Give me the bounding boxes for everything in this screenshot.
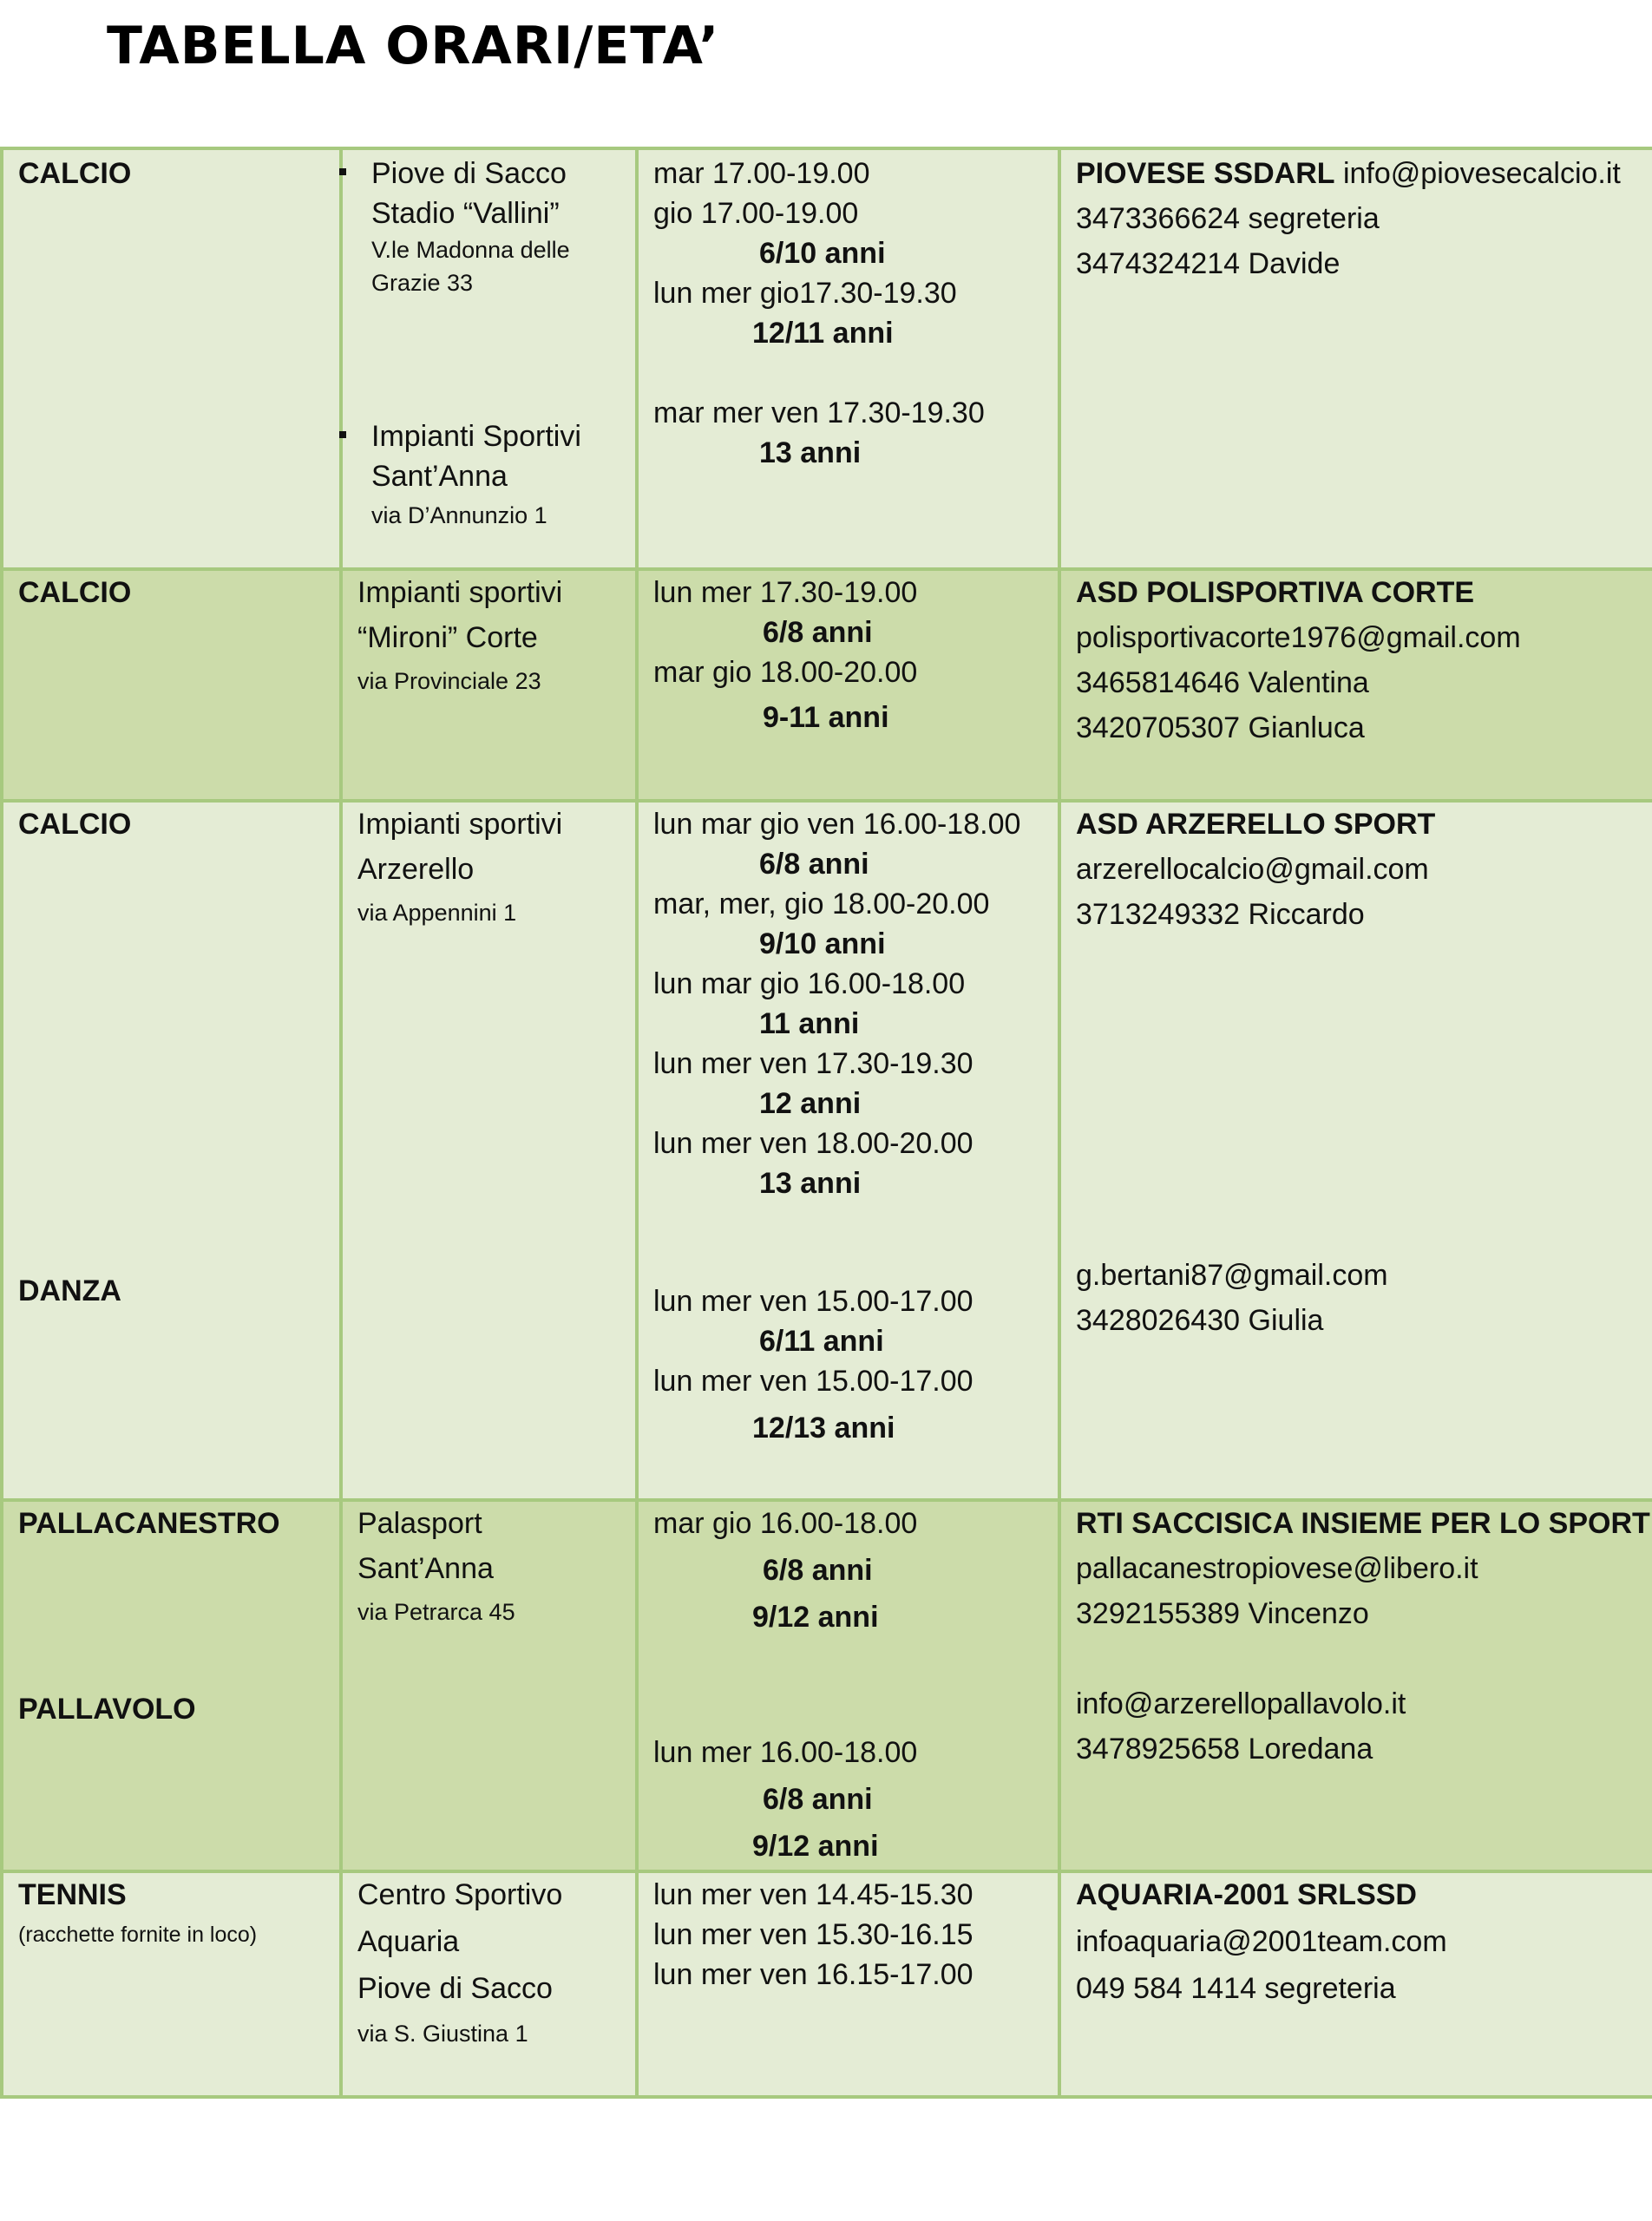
contact-line: 3478925658 Loredana <box>1076 1733 1373 1766</box>
schedule-line: lun mer 16.00-18.00 <box>653 1736 918 1769</box>
schedule-line: lun mer gio17.30-19.30 <box>653 277 957 310</box>
location-name: Impianti Sportivi <box>371 420 581 453</box>
sport-name: PALLAVOLO <box>18 1693 196 1726</box>
location-name: Stadio “Vallini” <box>371 197 560 230</box>
location-address: via S. Giustina 1 <box>357 2021 528 2047</box>
age-range: 13 anni <box>759 436 862 469</box>
age-range: 11 anni <box>759 1007 860 1040</box>
age-range: 12 anni <box>759 1087 862 1120</box>
sport-name: CALCIO <box>18 808 132 841</box>
sport-name: TENNIS <box>18 1878 127 1911</box>
schedule-line: mar mer ven 17.30-19.30 <box>653 396 985 429</box>
location-name: Aquaria <box>357 1925 460 1958</box>
schedule-line: mar 17.00-19.00 <box>653 157 870 190</box>
contact-email: info@piovesecalcio.it <box>1342 157 1621 190</box>
age-range: 9/12 anni <box>752 1830 879 1863</box>
org-name: ASD ARZERELLO SPORT <box>1076 808 1436 841</box>
sport-name: DANZA <box>18 1274 121 1307</box>
location-name: Centro Sportivo <box>357 1878 563 1911</box>
table-row <box>2 1871 1652 2097</box>
age-range: 9/12 anni <box>752 1601 879 1634</box>
table-row <box>2 148 1652 569</box>
org-name: PIOVESE SSDARL <box>1076 157 1335 190</box>
contact-line: 3473366624 segreteria <box>1076 202 1380 235</box>
schedule-line: lun mer ven 15.00-17.00 <box>653 1365 974 1398</box>
schedule-line: lun mer ven 15.00-17.00 <box>653 1285 974 1318</box>
org-name: AQUARIA-2001 SRLSSD <box>1076 1878 1417 1911</box>
schedule-line: gio 17.00-19.00 <box>653 197 859 230</box>
location-name: Sant’Anna <box>357 1552 494 1585</box>
location-name: Piove di Sacco <box>371 157 567 190</box>
location-name: Impianti sportivi <box>357 576 563 609</box>
sport-name: PALLACANESTRO <box>18 1507 280 1540</box>
page-title: TABELLA ORARI/ETA’ <box>107 16 720 76</box>
table-row <box>2 801 1652 1500</box>
schedule-cell <box>639 150 1058 567</box>
age-range: 9/10 anni <box>759 927 886 960</box>
contact-cell <box>1061 150 1652 567</box>
age-range: 6/11 anni <box>759 1325 884 1358</box>
sport-note: (racchette fornite in loco) <box>18 1923 258 1947</box>
location-address: via Provinciale 23 <box>357 668 541 694</box>
org-name: ASD POLISPORTIVA CORTE <box>1076 576 1475 609</box>
contact-line: 049 584 1414 segreteria <box>1076 1972 1396 2005</box>
age-range: 9-11 anni <box>763 701 889 734</box>
location-name: Arzerello <box>357 853 475 886</box>
contact-cell <box>1061 571 1652 799</box>
age-range: 6/8 anni <box>763 616 873 649</box>
contact-cell <box>1061 803 1652 1498</box>
contact-cell <box>1061 1502 1652 1870</box>
org-name: RTI SACCISICA INSIEME PER LO SPORT <box>1076 1507 1650 1540</box>
contact-line: pallacanestropiovese@libero.it <box>1076 1552 1478 1585</box>
sport-name: CALCIO <box>18 157 132 190</box>
schedule-line: lun mer 17.30-19.00 <box>653 576 918 609</box>
table-row <box>2 1500 1652 1871</box>
contact-line: 3465814646 Valentina <box>1076 666 1369 699</box>
location-cell <box>343 803 635 1498</box>
bullet-icon <box>339 431 346 438</box>
sport-name: CALCIO <box>18 576 132 609</box>
contact-line: infoaquaria@2001team.com <box>1076 1925 1447 1958</box>
contact-line: g.bertani87@gmail.com <box>1076 1259 1388 1292</box>
schedule-line: lun mer ven 16.15-17.00 <box>653 1958 974 1991</box>
location-address: via Appennini 1 <box>357 900 517 926</box>
age-range: 6/10 anni <box>759 237 886 270</box>
bullet-icon <box>339 168 346 175</box>
contact-line: 3428026430 Giulia <box>1076 1304 1324 1337</box>
age-range: 12/11 anni <box>752 317 894 350</box>
age-range: 6/8 anni <box>763 1783 873 1816</box>
schedule-line: lun mar gio ven 16.00-18.00 <box>653 808 1021 841</box>
location-cell <box>343 1502 635 1870</box>
schedule-table <box>0 147 1652 2099</box>
contact-line: info@arzerellopallavolo.it <box>1076 1687 1406 1720</box>
contact-line: 3292155389 Vincenzo <box>1076 1597 1369 1630</box>
schedule-line: lun mer ven 18.00-20.00 <box>653 1127 974 1160</box>
contact-line: 3713249332 Riccardo <box>1076 898 1365 931</box>
location-name: Sant’Anna <box>371 460 508 493</box>
schedule-cell <box>639 1873 1058 2095</box>
schedule-cell <box>639 571 1058 799</box>
location-name: Palasport <box>357 1507 482 1540</box>
location-address: Grazie 33 <box>371 270 474 296</box>
location-cell <box>343 571 635 799</box>
schedule-line: mar gio 16.00-18.00 <box>653 1507 918 1540</box>
contact-line: arzerellocalcio@gmail.com <box>1076 853 1429 886</box>
age-range: 6/8 anni <box>763 1554 873 1587</box>
location-name: Impianti sportivi <box>357 808 563 841</box>
location-name: Piove di Sacco <box>357 1972 553 2005</box>
contact-line: polisportivacorte1976@gmail.com <box>1076 621 1521 654</box>
location-cell <box>343 1873 635 2095</box>
contact-line: 3420705307 Gianluca <box>1076 711 1365 744</box>
location-address: V.le Madonna delle <box>371 237 570 263</box>
location-address: via Petrarca 45 <box>357 1599 515 1625</box>
table-row <box>2 569 1652 801</box>
location-name: “Mironi” Corte <box>357 621 538 654</box>
schedule-line: mar gio 18.00-20.00 <box>653 656 918 689</box>
location-cell <box>343 150 635 567</box>
contact-line: 3474324214 Davide <box>1076 247 1341 280</box>
age-range: 12/13 anni <box>752 1412 895 1445</box>
schedule-line: mar, mer, gio 18.00-20.00 <box>653 888 990 921</box>
schedule-line: lun mer ven 17.30-19.30 <box>653 1047 974 1080</box>
schedule-line: lun mer ven 14.45-15.30 <box>653 1878 974 1911</box>
contact-cell <box>1061 1873 1652 2095</box>
schedule-cell <box>639 803 1058 1498</box>
schedule-line: lun mar gio 16.00-18.00 <box>653 967 966 1000</box>
age-range: 6/8 anni <box>759 848 869 881</box>
schedule-cell <box>639 1502 1058 1870</box>
location-address: via D’Annunzio 1 <box>371 502 547 528</box>
age-range: 13 anni <box>759 1167 862 1200</box>
schedule-line: lun mer ven 15.30-16.15 <box>653 1918 974 1951</box>
